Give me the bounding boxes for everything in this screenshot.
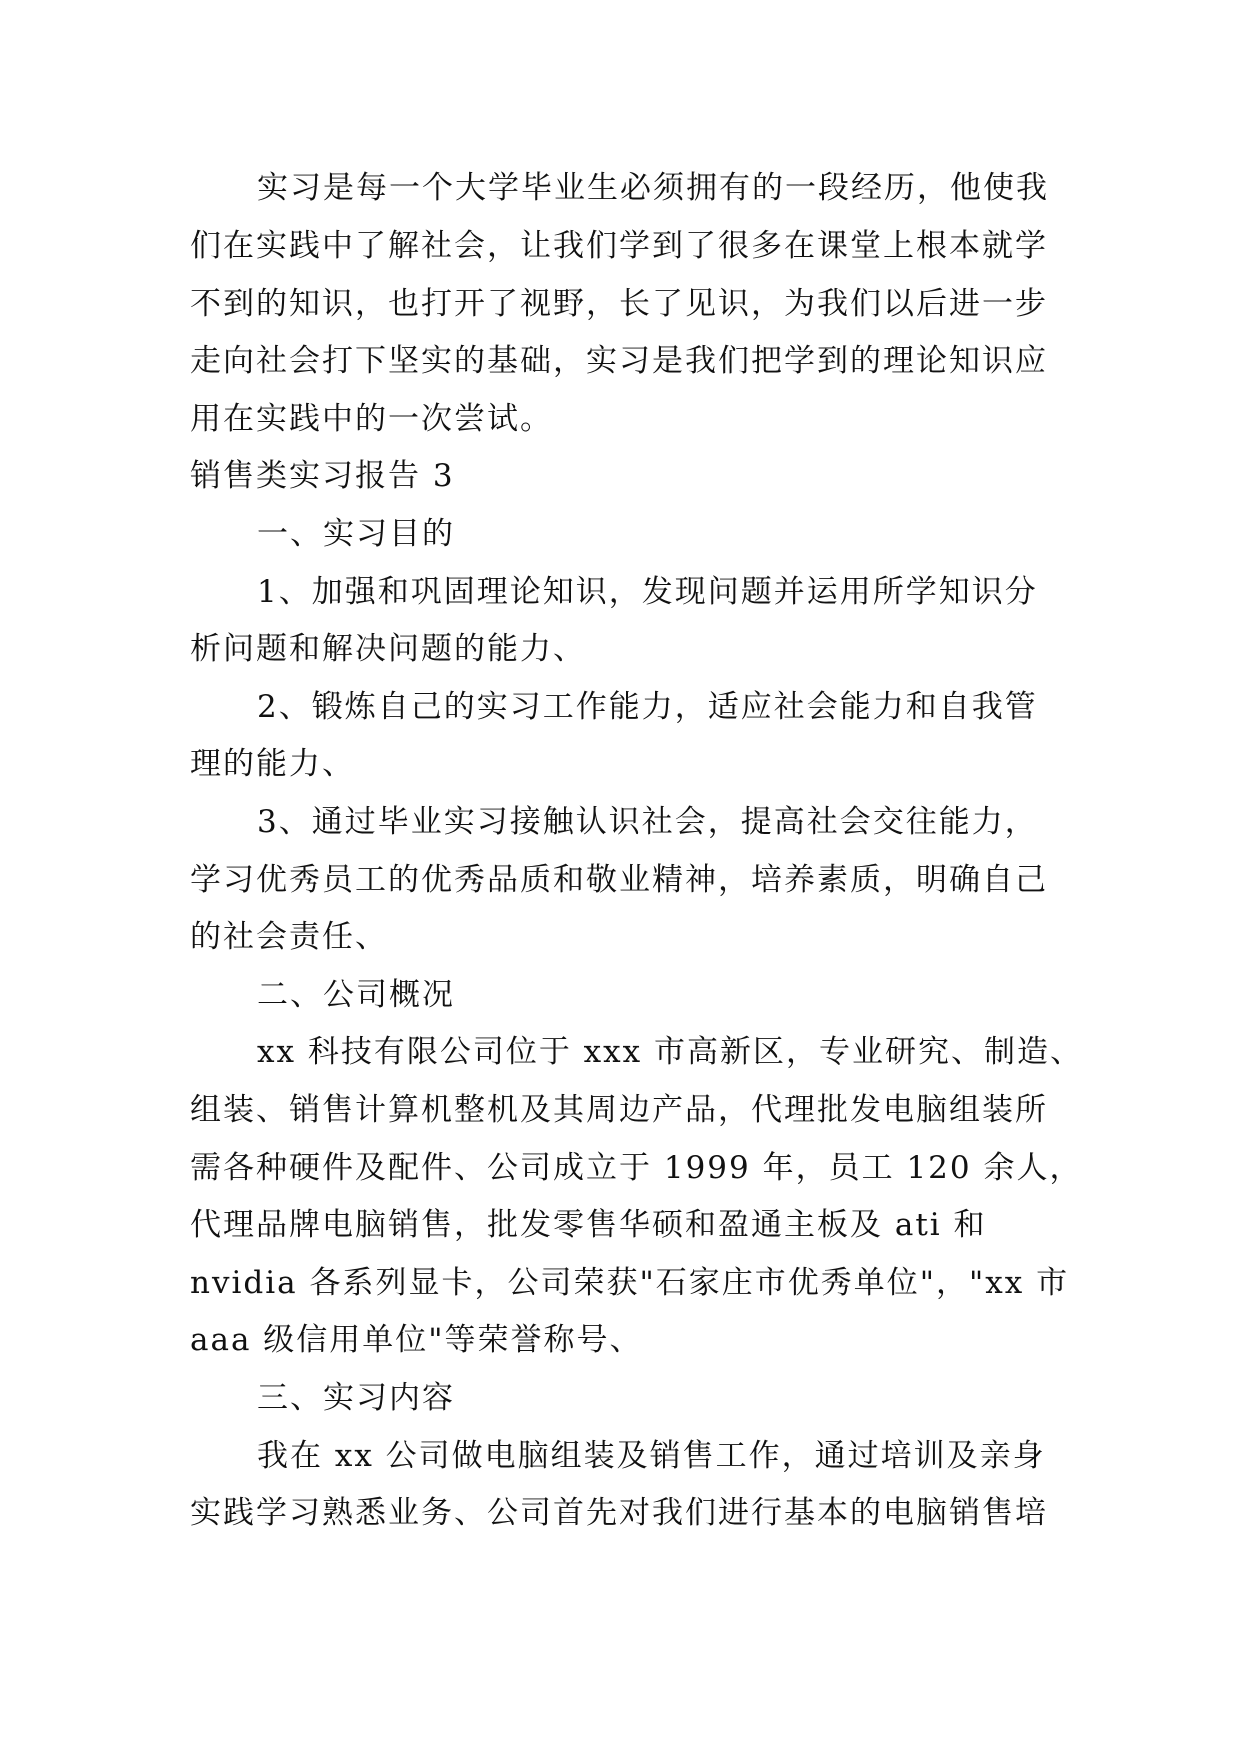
paragraph-line: 2、锻炼自己的实习工作能力，适应社会能力和自我管 [257,689,1038,725]
paragraph-line: xx 科技有限公司位于 xxx 市高新区，专业研究、制造、 [257,1034,1083,1070]
heading-purpose: 一、实习目的 [257,516,455,552]
paragraph-line: 需各种硬件及配件、公司成立于 1999 年，员工 120 余人， [190,1150,1083,1186]
paragraph-line: 的社会责任、 [190,919,388,955]
paragraph-line: 3、通过毕业实习接触认识社会，提高社会交往能力， [257,804,1038,840]
paragraph-line: 走向社会打下坚实的基础，实习是我们把学到的理论知识应 [190,343,1048,379]
heading-company: 二、公司概况 [257,977,455,1013]
paragraph-line: 析问题和解决问题的能力、 [190,631,586,667]
section-title: 销售类实习报告 3 [190,458,455,494]
paragraph-line: 实践学习熟悉业务、公司首先对我们进行基本的电脑销售培 [190,1495,1048,1531]
paragraph-line: 1、加强和巩固理论知识，发现问题并运用所学知识分 [257,574,1038,610]
paragraph-line: 实习是每一个大学毕业生必须拥有的一段经历，他使我 [257,170,1049,206]
paragraph-line: 组装、销售计算机整机及其周边产品，代理批发电脑组装所 [190,1092,1048,1128]
paragraph-line: 理的能力、 [190,746,355,782]
heading-content: 三、实习内容 [257,1380,455,1416]
paragraph-line: 不到的知识，也打开了视野，长了见识，为我们以后进一步 [190,286,1048,322]
paragraph-line: aaa 级信用单位"等荣誉称号、 [190,1322,643,1358]
paragraph-line: 们在实践中了解社会，让我们学到了很多在课堂上根本就学 [190,228,1048,264]
paragraph-line: 代理品牌电脑销售，批发零售华硕和盈通主板及 ati 和 [190,1207,987,1243]
paragraph-line: 我在 xx 公司做电脑组装及销售工作，通过培训及亲身 [257,1438,1046,1474]
paragraph-line: nvidia 各系列显卡，公司荣获"石家庄市优秀单位"，"xx 市 [190,1265,1070,1301]
paragraph-line: 用在实践中的一次尝试。 [190,401,553,437]
paragraph-line: 学习优秀员工的优秀品质和敬业精神，培养素质，明确自己 [190,862,1048,898]
